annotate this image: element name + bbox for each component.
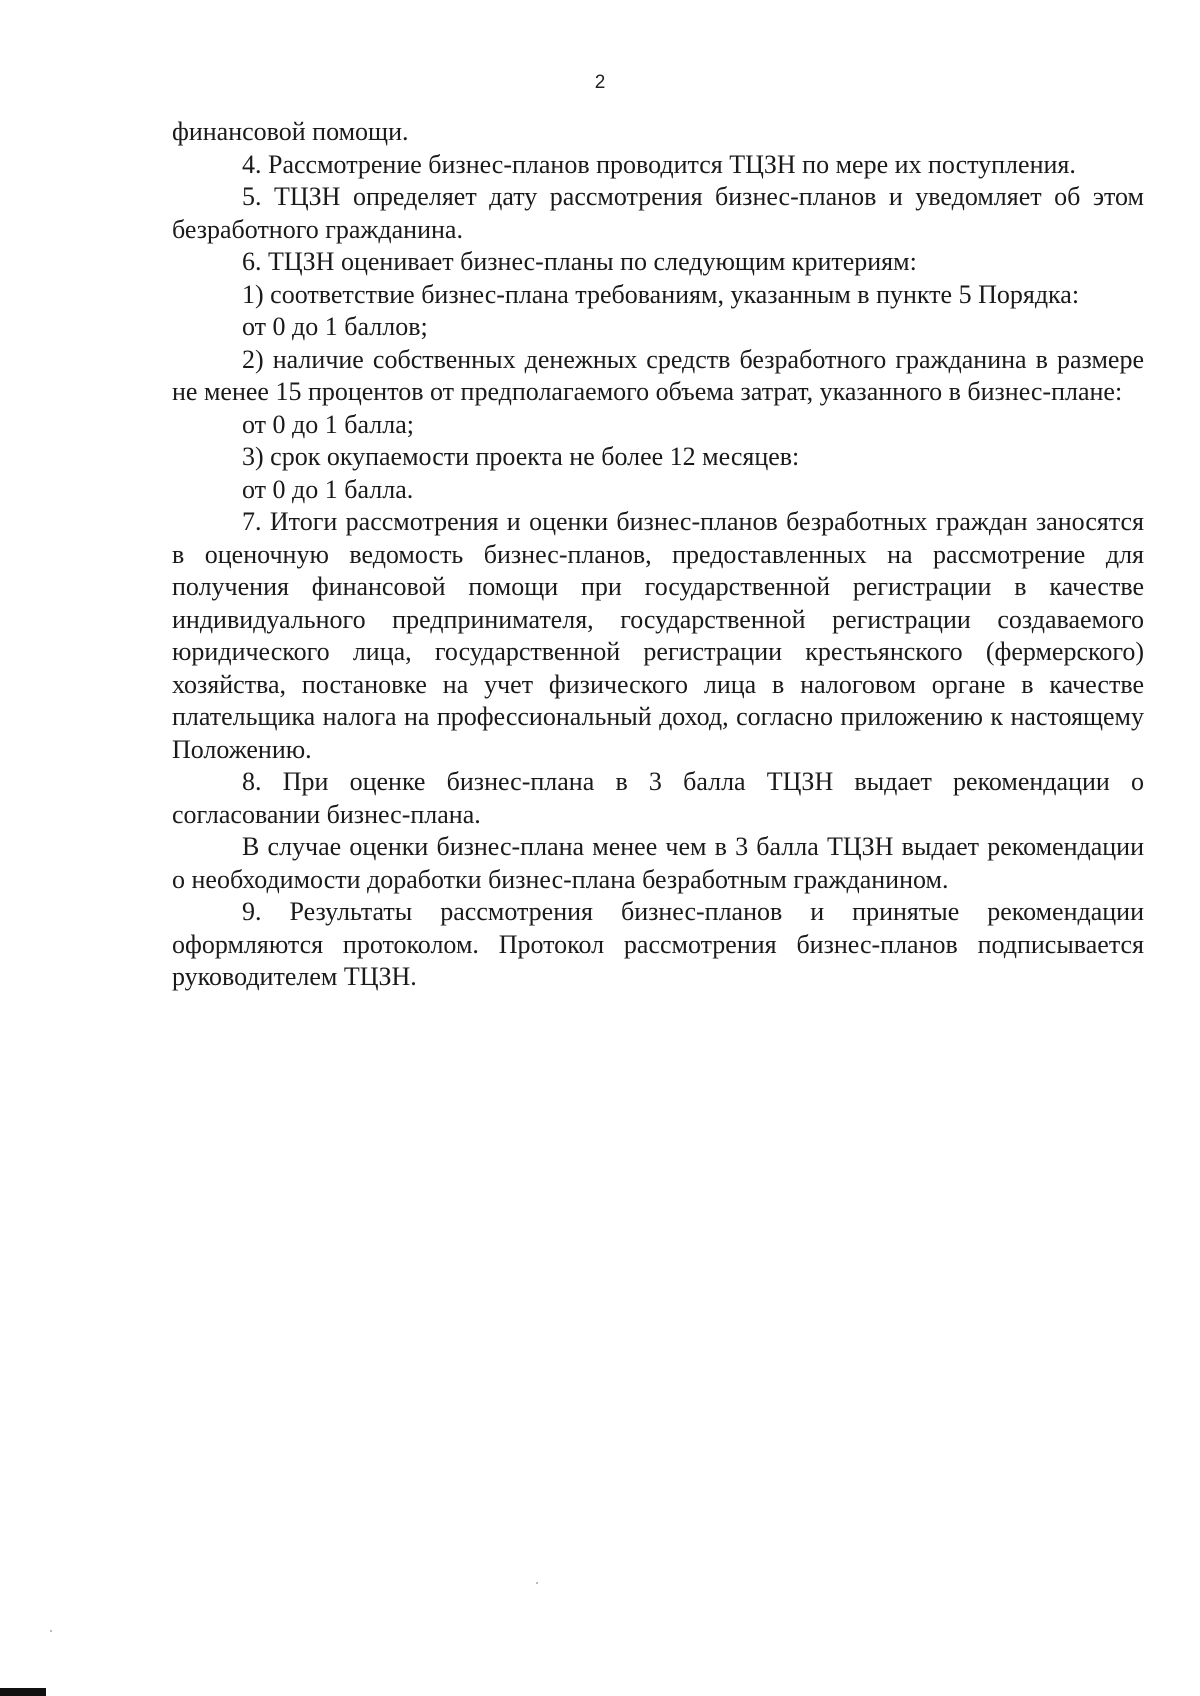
document-body	[172, 116, 1144, 994]
page-number: 2	[594, 72, 606, 93]
paragraph-item-9: 9. Результаты рассмотрения бизнес-планов и принятые рекомендации оформляются протоколом. Протокол рассмотрения бизнес-планов подписывается руководителем ТЦЗН.	[172, 897, 1144, 991]
paragraph-item-8-continued: В случае оценки бизнес-плана менее чем в 3 балла ТЦЗН выдает рекомендации о необходимости доработки бизнес-плана безработным гражданином.	[172, 832, 1144, 894]
paragraph-item-6: 6. ТЦЗН оценивает бизнес-планы по следующим критериям:	[242, 247, 917, 276]
scan-artifact	[536, 1582, 538, 1584]
criterion-3: 3) срок окупаемости проекта не более 12 месяцев:	[242, 442, 800, 471]
criterion-1-score: от 0 до 1 баллов;	[242, 312, 428, 341]
paragraph-item-8: 8. При оценке бизнес-плана в 3 балла ТЦЗН выдает рекомендации о согласовании бизнес-плана.	[172, 767, 1144, 829]
scan-artifact	[50, 1630, 52, 1632]
criterion-1: 1) соответствие бизнес-плана требованиям, указанным в пункте 5 Порядка:	[242, 279, 1080, 309]
paragraph-item-5: 5. ТЦЗН определяет дату рассмотрения бизнес-планов и уведомляет об этом безработного гражданина.	[172, 182, 1144, 244]
criterion-3-score: от 0 до 1 балла.	[242, 474, 414, 504]
criterion-2: 2) наличие собственных денежных средств безработного гражданина в размере не менее 15 процентов от предполагаемого объема затрат, указанного в бизнес-плане:	[172, 344, 1144, 406]
paragraph-continuation: финансовой помощи.	[172, 117, 409, 146]
paragraph-item-4: 4. Рассмотрение бизнес-планов проводится ТЦЗН по мере их поступления.	[242, 149, 1076, 179]
paragraph-item-7: 7. Итоги рассмотрения и оценки бизнес-планов безработных граждан заносятся в оценочную ведомость бизнес-планов, предоставленных на рассмотрение для получения финансовой помощи при государственной регистрации в качестве индивидуального предпринимателя, государственной регистрации создаваемого юридического лица, государственной регистрации крестьянского (фермерского) хозяйства, постановке на учет физического лица в налоговом органе в качестве плательщика налога на профессиональный доход, согласно приложению к настоящему Положению.	[172, 507, 1144, 764]
criterion-2-score: от 0 до 1 балла;	[242, 409, 414, 439]
scan-edge-mark	[0, 1688, 46, 1696]
